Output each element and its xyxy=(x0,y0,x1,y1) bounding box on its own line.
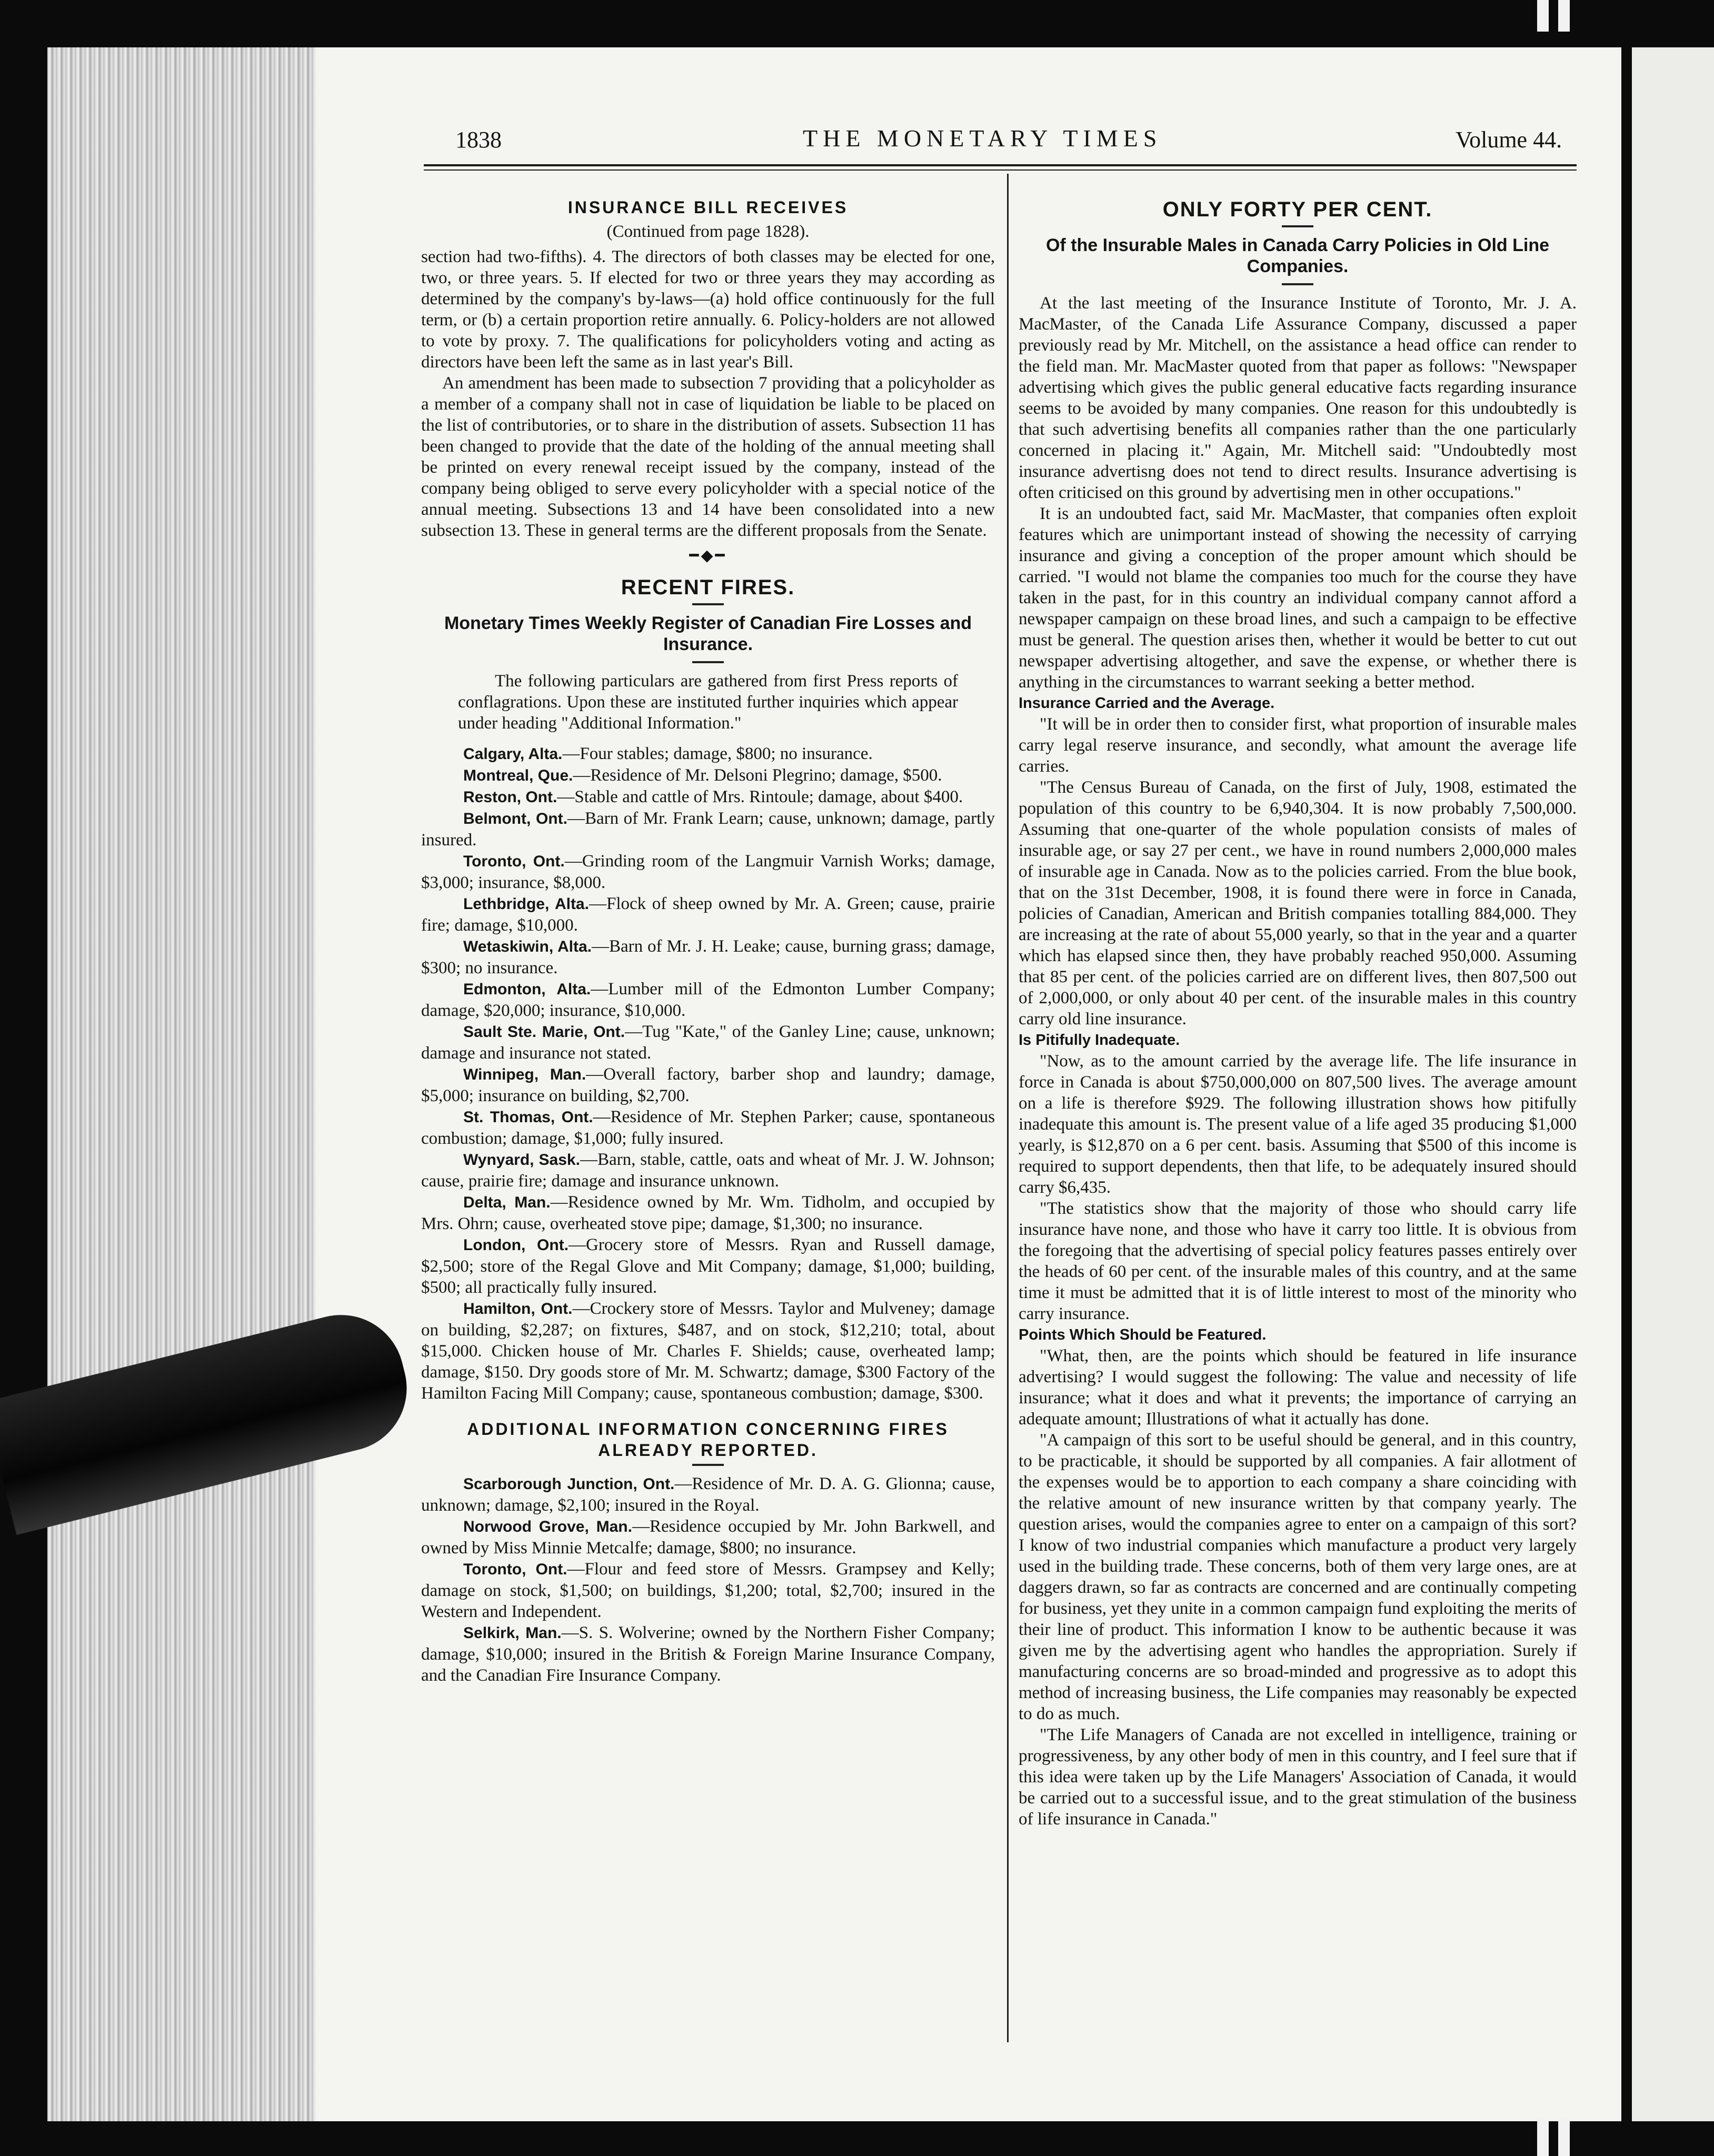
fire-entry xyxy=(421,1149,995,1192)
volume-label: Volume 44. xyxy=(1456,127,1562,153)
fire-entry-text: —Overall factory, barber shop and laundry; damage, $5,000; insurance on building, $2,700. xyxy=(421,1065,995,1105)
section-heading: INSURANCE BILL RECEIVES xyxy=(567,198,849,217)
fire-entry xyxy=(421,936,995,979)
fire-entry-place: Norwood Grove, Man. xyxy=(463,1518,632,1535)
scan-mark xyxy=(1537,2119,1549,2156)
fire-entry-text: —Flour and feed store of Messrs. Grampsey and Kelly; damage on stock, $1,500; on buildings, $1,200; total, $2,700; insured in the Western and Independent. xyxy=(421,1560,995,1621)
paragraph: section had two-fifths). 4. The directors of both classes may be elected for one, two, or three years. 5. If elected for two or three years they may according as determined by the company's by-laws—(a) hold office continuously for the full term, or (b) a certain proportion retire annually. 6. Policy-holders are not allowed to vote by proxy. 7. The qualifications for policyholders voting and acting as directors have been left the same as in last year's Bill. xyxy=(421,247,995,372)
fire-entry xyxy=(421,1234,995,1298)
fire-entry-text: —Residence of Mr. Stephen Parker; cause, spontaneous combustion; damage, $1,000; fully insured. xyxy=(421,1107,995,1148)
paragraph: An amendment has been made to subsection 7 providing that a policyholder as a member of a company shall not in case of liquidation be liable to be placed on the list of contributories, or to share in the distribution of assets. Subsection 11 has been changed to provide that the date of the holding of the annual meeting shall be printed on every renewal receipt issued by the company, instead of the company being obliged to serve every policyholder with a special notice of the annual meeting. Subsections 13 and 14 have been consolidated into a new subsection 13. These in general terms are the different proposals from the Senate. xyxy=(421,374,995,540)
paragraph: At the last meeting of the Insurance Institute of Toronto, Mr. J. A. MacMaster, of the Canada Life Assurance Company, discussed a paper previously read by Mr. Mitchell, on the assistance a head office can render to the field man. Mr. MacMaster quoted from that paper as follows: "Newspaper advertising which gives the public general educative facts regarding insurance seems to be avoided by many companies. One reason for this undoubtedly is that such advertising benefits all companies rather than the one particularly concerned in placing it." Again, Mr. Mitchell said: "Undoubtedly most insurance advertisng does not tend to direct results. Insurance advertising is often criticised on this ground by advertising men in other occupations." xyxy=(1019,294,1577,502)
fire-entry-place: Hamilton, Ont. xyxy=(463,1300,573,1317)
header-rule xyxy=(424,169,1577,171)
section-heading: RECENT FIRES. xyxy=(621,576,795,599)
fire-entry-text: —Lumber mill of the Edmonton Lumber Company; damage, $20,000; insurance, $10,000. xyxy=(421,980,995,1020)
fire-entry-text: —Crockery store of Messrs. Taylor and Mulveney; damage on building, $2,287; on fixtures, $487, and on stock, $12,210; total, about $15,000. Chicken house of Mr. Charles F. Shields; cause, overheated lamp; damage, $150. Dry goods store of Mr. M. Schwartz; damage, $300 Factory of the Hamilton Facing Mill Company; cause, spontaneous combustion; damage, $300. xyxy=(421,1299,995,1403)
ornament-divider: ━◆━ xyxy=(689,547,727,564)
fire-entry xyxy=(421,786,995,808)
fire-entry-place: Delta, Man. xyxy=(463,1194,551,1211)
fire-entry-text: —Grocery store of Messrs. Ryan and Russell damage, $2,500; store of the Regal Glove and Mit Company; damage, $1,000; building, $500; all practically fully insured. xyxy=(421,1235,995,1297)
short-rule xyxy=(692,603,724,605)
paragraph: "A campaign of this sort to be useful should be general, and in this country, to be practicable, it should be supported by all companies. A fair allotment of the expenses would be to apportion to each company a share coinciding with the relative amount of new insurance written by that company yearly. The question arises, would the companies agree to enter on a campaign of this sort? I know of two industrial companies which manufacture a product very largely used in the building trade. These concerns, both of them very large ones, are at daggers drawn, so far as contracts are concerned and are continually competing for business, yet they unite in a common campaign fund exploiting the merits of their line of product. This information I know to be authentic because it was given me by the advertising agent who handles the appropriation. Surely if manufacturing concerns are so broad-minded and progressive as to adopt this method of increasing business, the Life companies may reasonably be expected to do as much. xyxy=(1019,1431,1577,1723)
section-subheading: Monetary Times Weekly Register of Canadian Fire Losses and Insurance. xyxy=(444,613,972,654)
article-subsection-heading: Points Which Should be Featured. xyxy=(1019,1326,1267,1343)
short-rule xyxy=(692,1464,724,1466)
page-header xyxy=(424,122,1582,159)
page-number: 1838 xyxy=(455,127,502,153)
fire-entry-text: —Residence of Mr. D. A. G. Glionna; cause, unknown; damage, $2,100; insured in the Royal. xyxy=(421,1474,995,1515)
fire-entry-place: Sault Ste. Marie, Ont. xyxy=(463,1023,625,1041)
fire-entry-text: —Residence of Mr. Delsoni Plegrino; damage, $500. xyxy=(573,766,942,785)
fire-entry-place: Selkirk, Man. xyxy=(463,1624,562,1642)
right-column xyxy=(1019,195,1577,1830)
fire-entry-place: Edmonton, Alta. xyxy=(463,981,591,998)
left-column xyxy=(421,195,995,1686)
fire-entry-text: —Flock of sheep owned by Mr. A. Green; cause, prairie fire; damage, $10,000. xyxy=(421,894,995,935)
bound-page-stack xyxy=(47,47,321,2121)
fire-entry xyxy=(421,765,995,786)
short-rule xyxy=(1282,225,1313,227)
article-subsection-heading: Insurance Carried and the Average. xyxy=(1019,695,1275,712)
fire-entries-list xyxy=(421,743,995,1404)
fire-entry xyxy=(421,1516,995,1559)
article-subheading: Of the Insurable Males in Canada Carry Policies in Old Line Companies. xyxy=(1045,235,1550,276)
fire-entry-place: Scarborough Junction, Ont. xyxy=(463,1475,675,1493)
fire-entry-text: —Grinding room of the Langmuir Varnish Works; damage, $3,000; insurance, $8,000. xyxy=(421,852,995,892)
fire-entry-text: —Residence owned by Mr. Wm. Tidholm, and occupied by Mrs. Ohrn; cause, overheated stove pipe; damage, $1,300; no insurance. xyxy=(421,1193,995,1233)
fire-entry-text: —Four stables; damage, $800; no insurance. xyxy=(562,744,873,763)
fire-entry-place: Winnipeg, Man. xyxy=(463,1066,586,1083)
additional-entries-list xyxy=(421,1473,995,1686)
article-body xyxy=(1019,293,1577,1830)
fire-entry xyxy=(421,979,995,1021)
fire-entry-place: Toronto, Ont. xyxy=(463,853,565,870)
fire-entry xyxy=(421,743,995,765)
fire-entry-text: —S. S. Wolverine; owned by the Northern Fisher Company; damage, $10,000; insured in the British & Foreign Marine Insurance Company, and the Canadian Fire Insurance Company. xyxy=(421,1623,995,1685)
scan-mark xyxy=(1537,0,1549,32)
fire-entry xyxy=(421,893,995,936)
fire-entry-place: Reston, Ont. xyxy=(463,788,557,806)
section-heading: ADDITIONAL INFORMATION CONCERNING FIRES ALREADY REPORTED. xyxy=(467,1420,949,1460)
fire-entry xyxy=(421,1622,995,1686)
fire-entry xyxy=(421,1192,995,1234)
short-rule xyxy=(692,661,724,663)
fire-entry-place: Montreal, Que. xyxy=(463,767,573,784)
fire-entry xyxy=(421,1559,995,1622)
fire-entry-place: Calgary, Alta. xyxy=(463,745,563,763)
paragraph: It is an undoubted fact, said Mr. MacMaster, that companies often exploit features which are unimportant instead of showing the necessity of carrying insurance and giving a conception of the proper amount which should be carried. "I would not blame the companies too much for the course they have taken in the past, for in this country an individual company cannot afford a newspaper campaign on these broad lines, and such a campaign to be effective must be general. The question arises then, whether it would be better to cut out newspaper advertising altogether, and save the expense, or whether there is anything in the circumstances to warrant seeking a better method. xyxy=(1019,504,1577,692)
header-rule xyxy=(424,164,1577,166)
fire-entry xyxy=(421,1106,995,1149)
fire-entry xyxy=(421,1021,995,1064)
scan-mark xyxy=(1558,2119,1570,2156)
paragraph: "Now, as to the amount carried by the average life. The life insurance in force in Canada is about $750,000,000 on 807,500 lives. The average amount on a life is therefore $929. The following illustration shows how pitifully inadequate this amount is. The present value of a life aged 35 producing $1,000 yearly, is $12,870 on a 6 per cent. basis. Assuming that $500 of this income is required to support dependents, then that life, to be adequately insured should carry $6,435. xyxy=(1019,1052,1577,1197)
fire-entry-place: Wetaskiwin, Alta. xyxy=(463,938,592,955)
intro-paragraph: The following particulars are gathered from first Press reports of conflagrations. Upon these are instituted further inquiries which appear under heading "Additional Information." xyxy=(458,672,958,733)
fire-entry xyxy=(421,808,995,851)
fire-entry-place: Toronto, Ont. xyxy=(463,1561,567,1578)
fire-entry-place: Belmont, Ont. xyxy=(463,810,567,827)
adjacent-page-edge xyxy=(1632,47,1714,2121)
fire-entry-text: —Stable and cattle of Mrs. Rintoule; damage, about $400. xyxy=(557,787,963,806)
scan-mark xyxy=(1558,0,1570,32)
article-heading: ONLY FORTY PER CENT. xyxy=(1162,198,1433,221)
paragraph: "What, then, are the points which should be featured in life insurance advertising? I would suggest the following: The value and necessity of life insurance; what it does and what it prevents; the importance of carrying an adequate amount; Illustrations of what it actually has done. xyxy=(1019,1346,1577,1429)
fire-entry-text: —Barn of Mr. J. H. Leake; cause, burning grass; damage, $300; no insurance. xyxy=(421,937,995,977)
fire-entry-text: —Barn, stable, cattle, oats and wheat of Mr. J. W. Johnson; cause, prairie fire; damage and insurance unknown. xyxy=(421,1150,995,1191)
fire-entry xyxy=(421,1298,995,1404)
paragraph: "The Life Managers of Canada are not excelled in intelligence, training or progressiveness, by any other body of men in this country, and I feel sure that if this idea were taken up by the Life Managers' Association of Canada, it would be carried out to a successful issue, and to the great stimulation of the business of life insurance in Canada." xyxy=(1019,1725,1577,1829)
fire-entry xyxy=(421,851,995,893)
column-divider xyxy=(1007,174,1009,2042)
masthead: THE MONETARY TIMES xyxy=(803,125,1162,152)
continued-note: (Continued from page 1828). xyxy=(606,222,810,241)
paragraph: "The statistics show that the majority of those who should carry life insurance have none, and those who have it carry too little. It is obvious from the foregoing that the advertising of special policy features passes entirely over the heads of 60 per cent. of the insurable males of this country, and at the same time it must be admitted that it is of little interest to most of the minority who carry insurance. xyxy=(1019,1199,1577,1323)
fire-entry xyxy=(421,1064,995,1106)
fire-entry-place: Lethbridge, Alta. xyxy=(463,895,589,913)
article-subsection-heading: Is Pitifully Inadequate. xyxy=(1019,1032,1180,1049)
paragraph: "The Census Bureau of Canada, on the first of July, 1908, estimated the population of this country to be 6,940,304. It is now probably 7,500,000. Assuming that one-quarter of the whole population consists of males of insurable age, or say 27 per cent., we have in round numbers 2,000,000 males of insurable age in Canada. Now as to the policies carried. From the blue book, that on the 31st December, 1908, it is found there were in force in Canada, policies of Canadian, American and British companies totalling 884,000. They are increasing at the rate of about 55,000 yearly, so that in the year and a quarter which has elapsed since then, they have probably reached 950,000. Assuming that 85 per cent. of the policies carried are on different lives, then 807,500 out of 2,000,000, or only about 40 per cent. of the insurable males in this country carry old line insurance. xyxy=(1019,778,1577,1029)
fire-entry-text: —Barn of Mr. Frank Learn; cause, unknown; damage, partly insured. xyxy=(421,809,995,850)
paragraph: "It will be in order then to consider first, what proportion of insurable males carry legal reserve insurance, and secondly, what amount the average life carries. xyxy=(1019,715,1577,776)
fire-entry-text: —Residence occupied by Mr. John Barkwell, and owned by Miss Minnie Metcalfe; damage, $800; no insurance. xyxy=(421,1517,995,1558)
fire-entry xyxy=(421,1473,995,1516)
fire-entry-text: —Tug "Kate," of the Ganley Line; cause, unknown; damage and insurance not stated. xyxy=(421,1022,995,1063)
short-rule xyxy=(1282,283,1313,285)
fire-entry-place: London, Ont. xyxy=(463,1236,569,1254)
fire-entry-place: St. Thomas, Ont. xyxy=(463,1109,593,1126)
fire-entry-place: Wynyard, Sask. xyxy=(463,1151,580,1169)
